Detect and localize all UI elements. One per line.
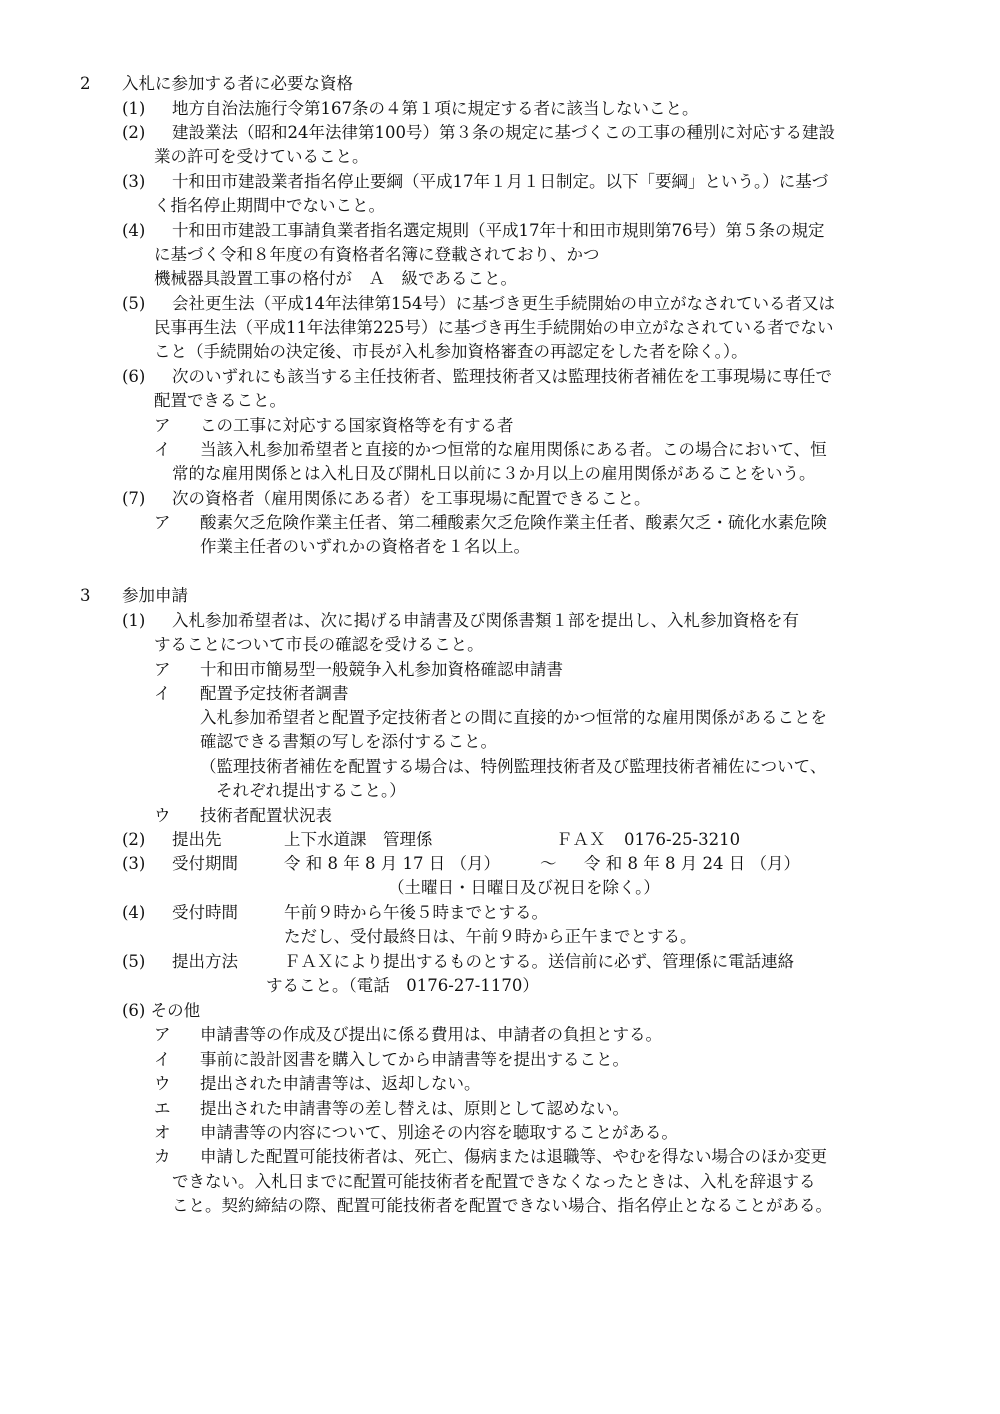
sub-item-text: 作業主任者のいずれかの資格者を１名以上。 — [200, 537, 530, 556]
item-text: 機械器具設置工事の格付が Ａ 級であること。 — [154, 269, 517, 288]
hours-text: ただし、受付最終日は、午前９時から正午までとする。 — [284, 927, 697, 946]
item-text: こと（手続開始の決定後、市長が入札参加資格審査の再認定をした者を除く。）。 — [154, 342, 748, 361]
item-text: 十和田市建設業者指名停止要綱（平成17年１月１日制定。以下「要綱」という。）に基づ — [172, 172, 829, 191]
fax-label: ＦＡＸ — [556, 830, 606, 849]
sub-item-text: それぞれ提出すること。） — [216, 781, 406, 800]
sub-item-mark: イ — [154, 440, 171, 459]
sub-item-text: 事前に設計図書を購入してから申請書等を提出すること。 — [200, 1050, 629, 1069]
sub-item-mark: オ — [154, 1123, 171, 1142]
sub-item-text: 申請した配置可能技術者は、死亡、傷病または退職等、やむを得ない場合のほか変更 — [200, 1147, 827, 1166]
item-number: (1) — [122, 611, 146, 630]
sub-item-text: 申請書等の内容について、別途その内容を聴取することがある。 — [200, 1123, 678, 1142]
item-text: 民事再生法（平成11年法律第225号）に基づき再生手続開始の申立がなされている者でない — [154, 318, 834, 337]
sub-item-text: できない。入札日までに配置可能技術者を配置できなくなったときは、入札を辞退する — [172, 1172, 816, 1191]
sub-item-text: 酸素欠乏危険作業主任者、第二種酸素欠乏危険作業主任者、酸素欠乏・硫化水素危険 — [200, 513, 827, 532]
sub-item-text: 常的な雇用関係とは入札日及び開札日以前に３か月以上の雇用関係があることをいう。 — [172, 464, 816, 483]
period-note: （土曜日・日曜日及び祝日を除く。） — [388, 878, 660, 897]
sub-item-mark: イ — [154, 1050, 171, 1069]
item-label: 提出先 — [172, 830, 222, 849]
sub-item-text: 確認できる書類の写しを添付すること。 — [200, 732, 497, 751]
item-label: 受付時間 — [172, 903, 238, 922]
item-number: (4) — [122, 903, 146, 922]
sub-item-mark: ウ — [154, 1074, 171, 1093]
item-text: 建設業法（昭和24年法律第100号）第３条の規定に基づくこの工事の種別に対応する建設 — [172, 123, 835, 142]
sub-item-mark: ア — [154, 416, 171, 435]
sub-item-text: 当該入札参加希望者と直接的かつ恒常的な雇用関係にある者。この場合において、恒 — [200, 440, 827, 459]
item-text: に基づく令和８年度の有資格者名簿に登載されており、かつ — [154, 245, 600, 264]
sub-item-text: 申請書等の作成及び提出に係る費用は、申請者の負担とする。 — [200, 1025, 662, 1044]
item-text: 配置できること。 — [154, 391, 286, 410]
item-number: (3) — [122, 172, 146, 191]
item-text: 次のいずれにも該当する主任技術者、監理技術者又は監理技術者補佐を工事現場に専任で — [172, 367, 832, 386]
sub-item-mark: ア — [154, 660, 171, 679]
period-start: 令 和 8 年 8 月 17 日 （月） — [284, 854, 500, 873]
sub-item-text: 十和田市簡易型一般競争入札参加資格確認申請書 — [200, 660, 563, 679]
section-number: 2 — [80, 74, 91, 93]
sub-item-text: この工事に対応する国家資格等を有する者 — [200, 416, 514, 435]
item-text: することについて市長の確認を受けること。 — [154, 635, 484, 654]
item-text: 入札参加希望者は、次に掲げる申請書及び関係書類１部を提出し、入札参加資格を有 — [172, 611, 799, 630]
item-text: 業の許可を受けていること。 — [154, 147, 369, 166]
sub-item-text: 配置予定技術者調書 — [200, 684, 349, 703]
item-number: (3) — [122, 854, 146, 873]
item-text: く指名停止期間中でないこと。 — [154, 196, 385, 215]
sub-item-text: （監理技術者補佐を配置する場合は、特例監理技術者及び監理技術者補佐について、 — [200, 757, 827, 776]
hours-text: 午前９時から午後５時までとする。 — [284, 903, 548, 922]
section-number: 3 — [80, 586, 91, 605]
sub-item-text: こと。契約締結の際、配置可能技術者を配置できない場合、指名停止となることがある。 — [172, 1196, 832, 1215]
item-text: 地方自治法施行令第167条の４第１項に規定する者に該当しないこと。 — [172, 99, 699, 118]
period-separator: ～ — [540, 854, 557, 873]
sub-item-mark: ウ — [154, 806, 171, 825]
sub-item-text: 提出された申請書等は、返却しない。 — [200, 1074, 481, 1093]
sub-item-mark: イ — [154, 684, 171, 703]
method-text: すること。（電話 0176-27-1170） — [266, 976, 539, 995]
item-label: 受付期間 — [172, 854, 238, 873]
section-heading: 参加申請 — [122, 586, 188, 605]
submission-destination: 上下水道課 管理係 — [284, 830, 433, 849]
period-end: 令 和 8 年 8 月 24 日 （月） — [584, 854, 800, 873]
sub-item-text: 技術者配置状況表 — [200, 806, 332, 825]
sub-item-mark: ア — [154, 513, 171, 532]
item-number: (4) — [122, 221, 146, 240]
section-heading: 入札に参加する者に必要な資格 — [122, 74, 353, 93]
item-text: 十和田市建設工事請負業者指名選定規則（平成17年十和田市規則第76号）第５条の規定 — [172, 221, 825, 240]
item-text: 会社更生法（平成14年法律第154号）に基づき更生手続開始の申立がなされている者又は — [172, 294, 835, 313]
method-text: ＦＡＸにより提出するものとする。送信前に必ず、管理係に電話連絡 — [284, 952, 795, 971]
item-number: (5) — [122, 952, 146, 971]
item-heading: (6) その他 — [122, 1001, 201, 1020]
sub-item-text: 提出された申請書等の差し替えは、原則として認めない。 — [200, 1099, 629, 1118]
item-number: (2) — [122, 123, 146, 142]
sub-item-text: 入札参加希望者と配置予定技術者との間に直接的かつ恒常的な雇用関係があることを — [200, 708, 827, 727]
item-number: (7) — [122, 489, 146, 508]
item-label: 提出方法 — [172, 952, 238, 971]
fax-number: 0176-25-3210 — [624, 830, 741, 849]
item-text: 次の資格者（雇用関係にある者）を工事現場に配置できること。 — [172, 489, 651, 508]
sub-item-mark: カ — [154, 1147, 171, 1166]
item-number: (2) — [122, 830, 146, 849]
sub-item-mark: エ — [154, 1099, 171, 1118]
sub-item-mark: ア — [154, 1025, 171, 1044]
item-number: (1) — [122, 99, 146, 118]
item-number: (5) — [122, 294, 146, 313]
item-number: (6) — [122, 367, 146, 386]
